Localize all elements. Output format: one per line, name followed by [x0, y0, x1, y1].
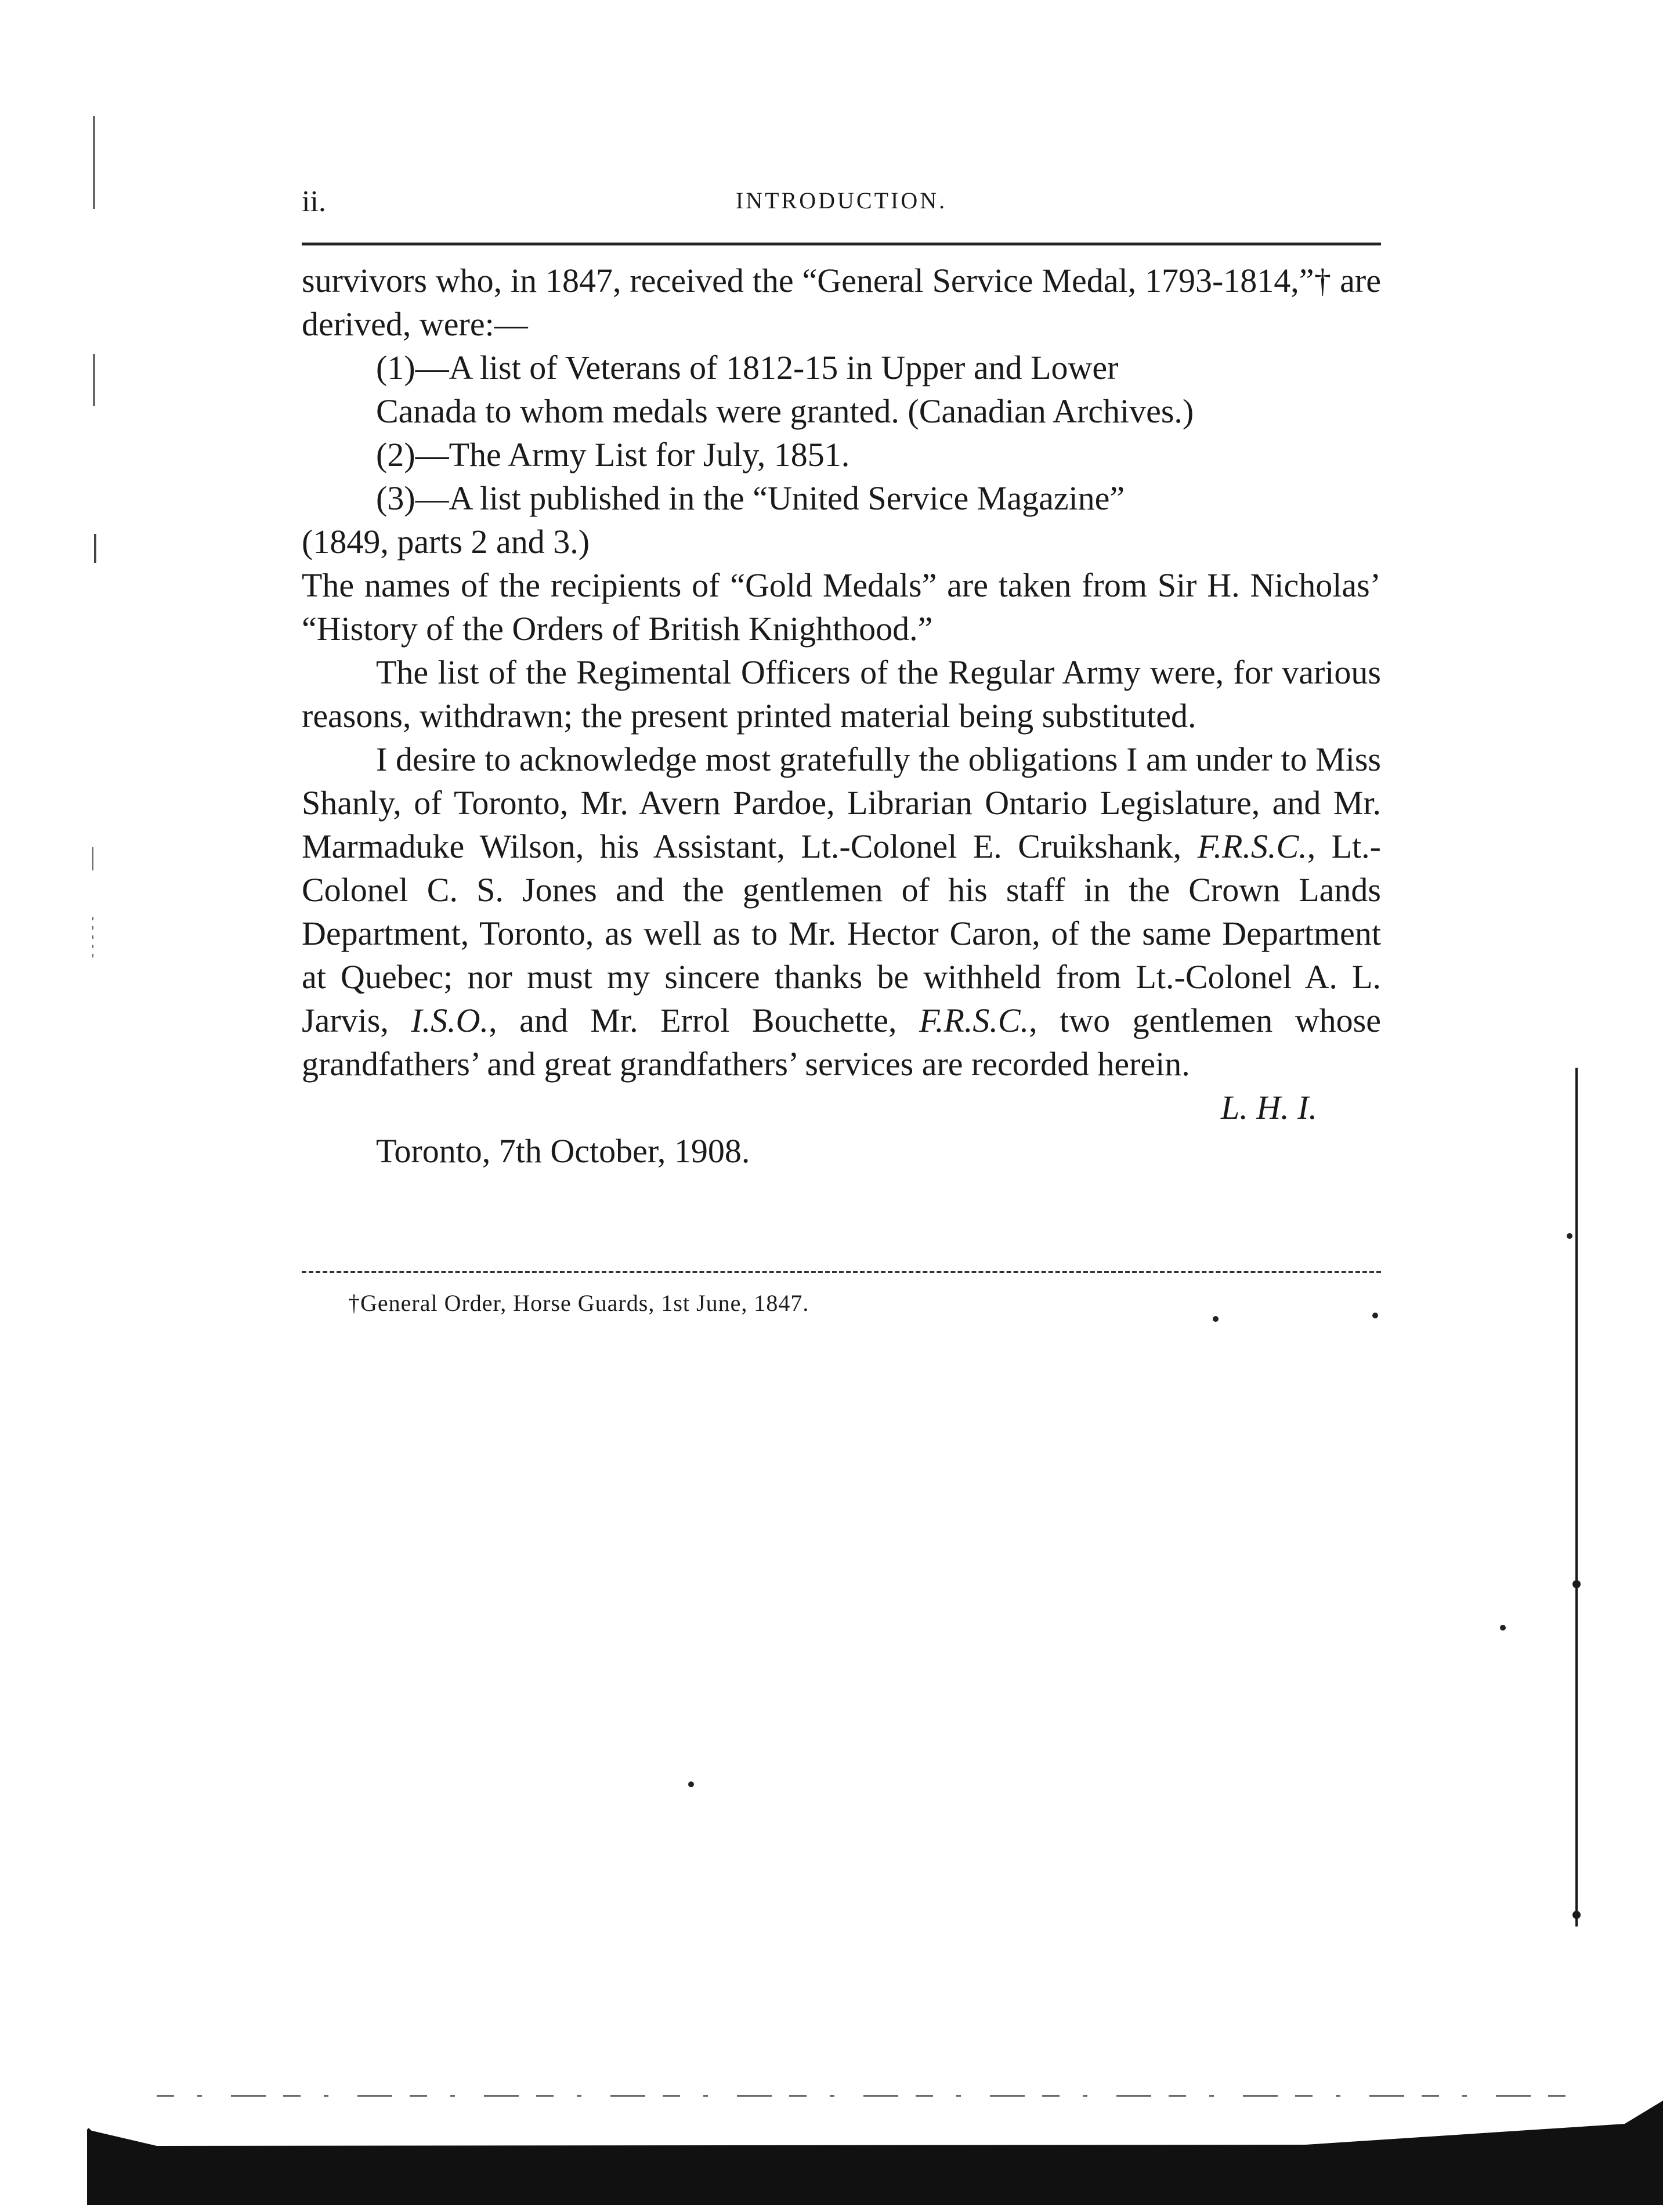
- scan-margin-marks: [81, 116, 116, 986]
- ack-text-1: I desire to acknowledge most gratefully the obligations I am under to Miss Shanly, of Toronto, Mr. Avern Pardoe, Librarian Ontario Legislature, and Mr. Marmaduke Wilson, his Assistant, Lt.-Colonel E. Cruikshank,: [302, 740, 1381, 865]
- body-text: [302, 259, 1381, 1173]
- scan-speck: [1500, 1625, 1506, 1631]
- page-number: ii.: [302, 185, 326, 218]
- list-item-3-line2: (1849, parts 2 and 3.): [302, 523, 590, 561]
- list-item-1-line2: Canada to whom medals were granted. (Canadian Archives.): [376, 392, 1194, 430]
- list-item-3: [302, 476, 1381, 563]
- scan-speck: [688, 1781, 694, 1787]
- scan-bottom-shadow: [87, 2089, 1663, 2205]
- list-item-2: (2)—The Army List for July, 1851.: [376, 436, 850, 474]
- paragraph-survivors: survivors who, in 1847, received the “General Service Medal, 1793-1814,”† are derived, were:—: [302, 262, 1381, 343]
- ack-frsc-2: F.R.S.C.: [919, 1002, 1029, 1039]
- ack-text-4: , two gentlemen whose grandfathers’ and great grandfathers’ services are recorded herein.: [302, 1002, 1381, 1083]
- ack-text-3: , and Mr. Errol Bouchette,: [489, 1002, 920, 1039]
- running-head: [302, 185, 1381, 231]
- ack-text-2: , Lt.-Colonel C. S. Jones and the gentlemen of his staff in the Crown Lands Department, Toronto, as well as to Mr. Hector Caron, of the same Department at Quebec; nor must my sincere thanks be withheld from Lt.-Colonel A. L. Jarvis,: [302, 827, 1381, 1039]
- paragraph-acknowledgements: [302, 738, 1381, 1086]
- list-item-1: [302, 346, 1381, 433]
- paragraph-regimental-officers: The list of the Regimental Officers of the Regular Army were, for various reasons, withdrawn; the present printed material being substituted.: [302, 653, 1381, 735]
- scan-binding-edge: [1572, 1068, 1581, 1927]
- footnote: †General Order, Horse Guards, 1st June, 1847.: [348, 1290, 809, 1316]
- scan-speck: [1213, 1316, 1219, 1322]
- list-item-1-line1: (1)—A list of Veterans of 1812-15 in Upper and Lower: [376, 349, 1119, 386]
- footnote-rule: [302, 1271, 1381, 1273]
- header-rule: [302, 243, 1381, 245]
- scan-speck: [1372, 1313, 1378, 1318]
- paragraph-gold-medals: The names of the recipients of “Gold Medals” are taken from Sir H. Nicholas’ “History of the Orders of British Knighthood.”: [302, 566, 1381, 648]
- running-title: INTRODUCTION.: [735, 187, 948, 214]
- list-item-3-line1: (3)—A list published in the “United Service Magazine”: [376, 479, 1125, 517]
- dateline: Toronto, 7th October, 1908.: [376, 1132, 750, 1170]
- scan-speck: [1567, 1233, 1572, 1239]
- ack-frsc-1: F.R.S.C.: [1197, 827, 1307, 865]
- ack-iso: I.S.O.: [411, 1002, 489, 1039]
- signature-initials: L. H. I.: [1221, 1089, 1317, 1126]
